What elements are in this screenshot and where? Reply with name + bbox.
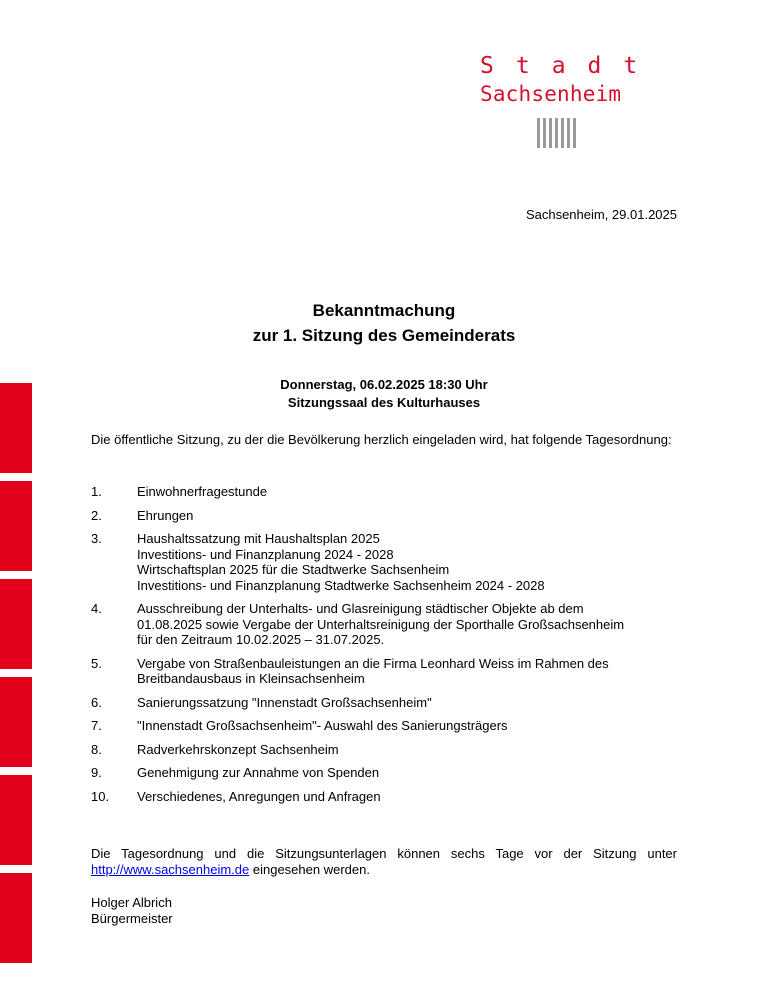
agenda-item-line: Breitbandausbaus in Kleinsachsenheim — [137, 671, 365, 686]
side-tabs — [0, 383, 32, 971]
agenda-item-text — [137, 656, 681, 687]
agenda-item-line: 01.08.2025 sowie Vergabe der Unterhaltsreinigung der Sporthalle Großsachsenheim — [137, 616, 625, 632]
website-link[interactable]: http://www.sachsenheim.de — [91, 862, 250, 877]
signature-role: Bürgermeister — [91, 911, 173, 926]
footer-text: Die Tagesordnung und die Sitzungsunterlagen können sechs Tage vor der Sitzung unter — [91, 846, 677, 861]
meeting-datetime: Donnerstag, 06.02.2025 18:30 Uhr — [280, 377, 488, 392]
agenda-item-line: Vergabe von Straßenbauleistungen an die Firma Leonhard Weiss im Rahmen des — [137, 655, 609, 671]
agenda-item-number: 9. — [91, 765, 102, 780]
agenda-item-text — [137, 765, 681, 781]
agenda-item-number: 4. — [91, 601, 102, 616]
agenda-item-text — [137, 695, 681, 711]
agenda-item — [91, 484, 681, 500]
agenda-item-line: Ehrungen — [137, 507, 194, 523]
agenda-item — [91, 718, 681, 734]
title-line-1: Bekanntmachung — [312, 301, 456, 320]
agenda-item — [91, 531, 681, 593]
agenda-item-line: Einwohnerfragestunde — [137, 484, 268, 499]
agenda-item-line: Investitions- und Finanzplanung Stadtwerke Sachsenheim 2024 - 2028 — [137, 577, 545, 593]
document-title — [0, 298, 768, 348]
agenda-item-line: "Innenstadt Großsachsenheim"- Auswahl des Sanierungsträgers — [137, 718, 508, 733]
agenda-item-line: Genehmigung zur Annahme von Spenden — [137, 765, 380, 780]
agenda-item-text — [137, 484, 681, 500]
columns-icon — [537, 118, 577, 148]
agenda-item — [91, 656, 681, 687]
intro-paragraph: Die öffentliche Sitzung, zu der die Bevölkerung herzlich eingeladen wird, hat folgende Tagesordnung: — [91, 432, 672, 447]
document-date: Sachsenheim, 29.01.2025 — [525, 207, 677, 222]
agenda-item-line: Ausschreibung der Unterhalts- und Glasreinigung städtischer Objekte ab dem — [137, 601, 584, 616]
footer-paragraph — [91, 846, 677, 878]
agenda-item-text — [137, 789, 681, 805]
signature — [91, 895, 173, 927]
footer-text-after: eingesehen werden. — [249, 862, 370, 877]
side-tab — [0, 481, 32, 571]
side-tab — [0, 775, 32, 865]
agenda-item-text — [137, 601, 681, 648]
signature-name: Holger Albrich — [91, 895, 172, 910]
agenda-item-number: 8. — [91, 741, 102, 757]
agenda-item-number: 7. — [91, 718, 102, 733]
agenda-item-line: Sanierungssatzung "Innenstadt Großsachsenheim" — [137, 694, 432, 710]
side-tab — [0, 579, 32, 669]
meeting-location: Sitzungssaal des Kulturhauses — [287, 395, 481, 410]
meeting-info — [0, 376, 768, 412]
agenda-item-line: Investitions- und Finanzplanung 2024 - 2028 — [137, 546, 394, 562]
agenda-item-number: 6. — [91, 694, 102, 710]
agenda-item-text — [137, 718, 681, 734]
agenda-list — [91, 484, 681, 812]
agenda-item — [91, 695, 681, 711]
logo-city-name: Sachsenheim — [480, 82, 622, 106]
agenda-item — [91, 742, 681, 758]
agenda-item-text — [137, 531, 681, 593]
agenda-item-line: Haushaltssatzung mit Haushaltsplan 2025 — [137, 531, 380, 546]
agenda-item-text — [137, 508, 681, 524]
agenda-item — [91, 765, 681, 781]
city-logo — [480, 52, 660, 152]
agenda-item-number: 1. — [91, 484, 102, 499]
side-tab — [0, 873, 32, 963]
agenda-item-number: 3. — [91, 531, 102, 546]
side-tab — [0, 677, 32, 767]
agenda-item-line: für den Zeitraum 10.02.2025 – 31.07.2025. — [137, 632, 385, 647]
agenda-item-line: Radverkehrskonzept Sachsenheim — [137, 741, 339, 757]
agenda-item-number: 2. — [91, 507, 102, 523]
agenda-item — [91, 601, 681, 648]
logo-stadt-text: Stadt — [480, 53, 660, 79]
title-line-2: zur 1. Sitzung des Gemeinderats — [252, 326, 516, 345]
agenda-item-number: 10. — [91, 788, 110, 804]
agenda-item — [91, 789, 681, 805]
agenda-item-line: Verschiedenes, Anregungen und Anfragen — [137, 788, 381, 804]
agenda-item-text — [137, 742, 681, 758]
agenda-item — [91, 508, 681, 524]
agenda-item-number: 5. — [91, 655, 102, 671]
agenda-item-line: Wirtschaftsplan 2025 für die Stadtwerke Sachsenheim — [137, 562, 450, 577]
